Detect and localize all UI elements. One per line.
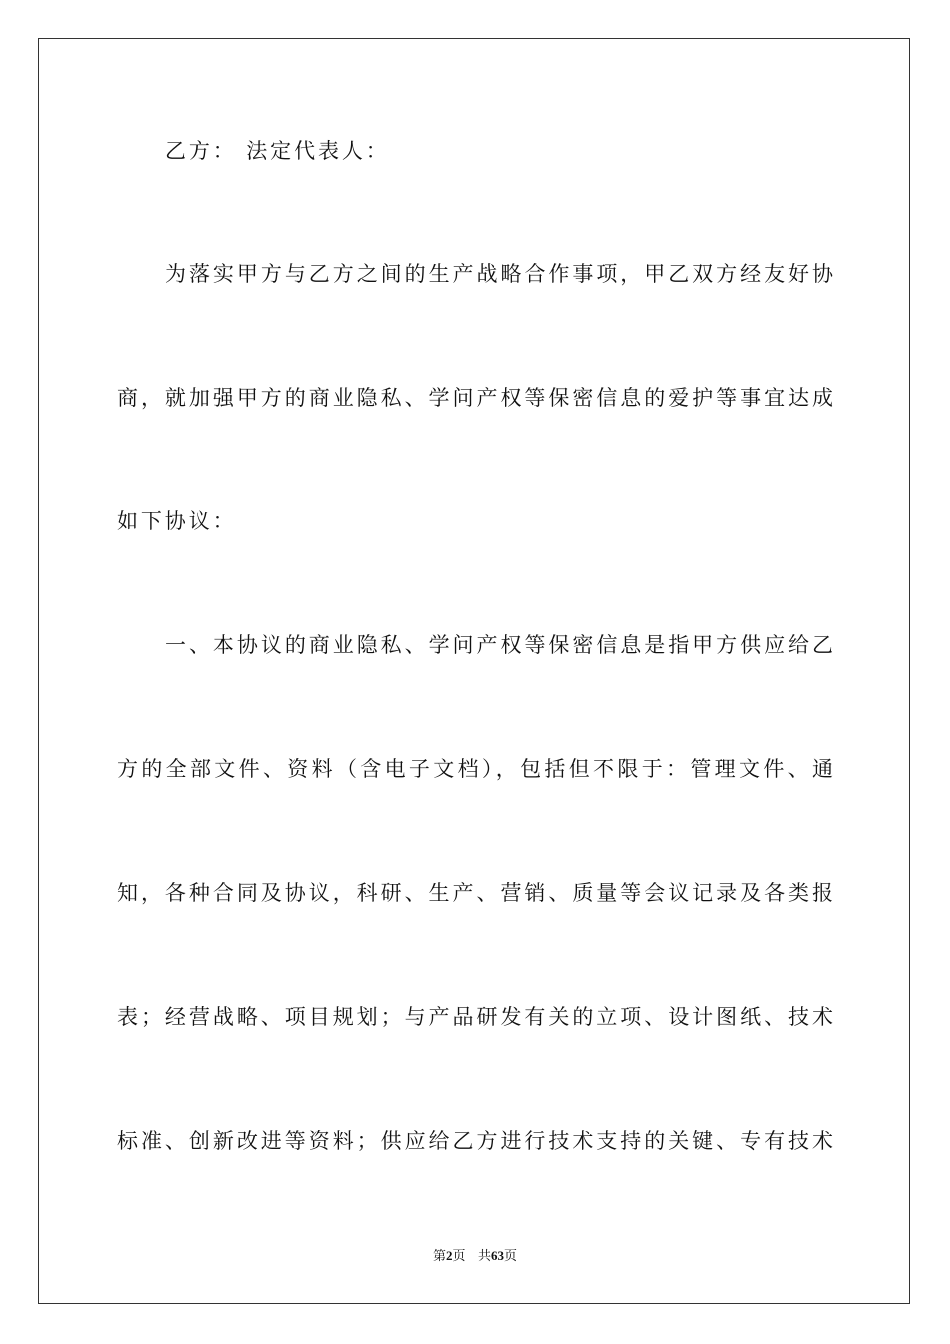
paragraph-line: 一、本协议的商业隐私、学问产权等保密信息是指甲方供应给乙	[165, 633, 833, 657]
paragraph-line: 为落实甲方与乙方之间的生产战略合作事项，甲乙双方经友好协	[165, 262, 833, 286]
paragraph-line: 方的全部文件、资料（含电子文档），包括但不限于：管理文件、通	[117, 757, 833, 781]
paragraph-line: 标准、创新改进等资料；供应给乙方进行技术支持的关键、专有技术	[117, 1129, 833, 1153]
page-border	[38, 38, 910, 1304]
page-prefix: 第	[433, 1249, 447, 1264]
paragraph-line: 如下协议：	[117, 509, 237, 533]
page-number: 2	[446, 1248, 453, 1263]
total-prefix: 共	[477, 1249, 491, 1264]
paragraph-line: 商，就加强甲方的商业隐私、学问产权等保密信息的爱护等事宜达成	[117, 386, 833, 410]
paragraph-line: 知，各种合同及协议，科研、生产、营销、质量等会议记录及各类报	[117, 881, 833, 905]
page-footer	[0, 1247, 950, 1266]
total-pages: 63	[490, 1248, 504, 1263]
total-suffix: 页	[503, 1249, 517, 1264]
paragraph-line: 表；经营战略、项目规划；与产品研发有关的立项、设计图纸、技术	[117, 1005, 833, 1029]
page-suffix: 页	[452, 1249, 466, 1264]
party-b-line: 乙方： 法定代表人：	[165, 139, 390, 163]
